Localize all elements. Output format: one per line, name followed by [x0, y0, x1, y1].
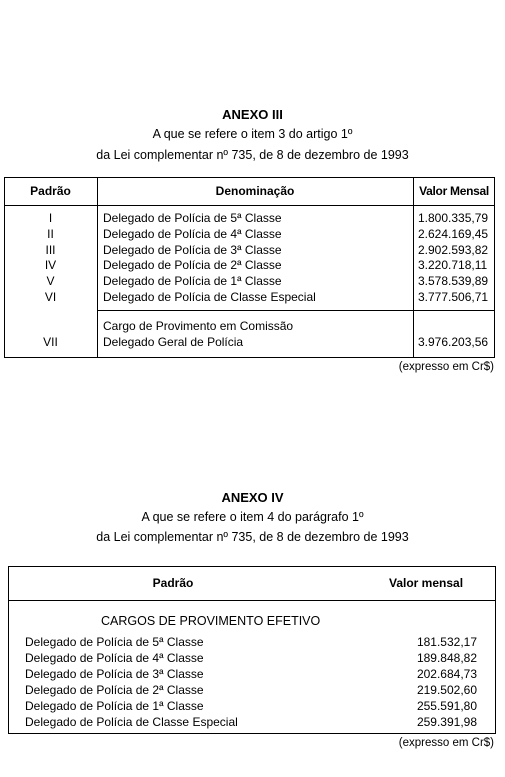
- annex3-commission-label: Cargo de Provimento em Comissão: [103, 319, 294, 333]
- annex4-subtitle-2: da Lei complementar nº 735, de 8 de dezembro de 1993: [96, 530, 409, 544]
- row-denominacao: Delegado de Polícia de 3ª Classe: [25, 667, 204, 681]
- annex4-title: ANEXO IV: [221, 490, 284, 505]
- annex3-subtitle-2: da Lei complementar nº 735, de 8 de dezembro de 1993: [96, 148, 409, 162]
- row-valor: 255.591,80: [416, 699, 477, 713]
- row-denominacao: Delegado de Polícia de Classe Especial: [25, 715, 238, 729]
- row-denominacao: Delegado Geral de Polícia: [103, 335, 244, 349]
- row-denominacao: Delegado de Polícia de Classe Especial: [103, 290, 316, 304]
- row-padrao: I: [48, 211, 53, 225]
- row-denominacao: Delegado de Polícia de 4ª Classe: [103, 227, 282, 241]
- annex3-header-denominacao: Denominação: [215, 184, 295, 198]
- annex4-currency-note: (expresso em Cr$): [398, 737, 494, 749]
- row-padrao: V: [46, 274, 55, 288]
- row-denominacao: Delegado de Polícia de 1ª Classe: [103, 274, 282, 288]
- row-denominacao: Delegado de Polícia de 3ª Classe: [103, 243, 282, 257]
- row-padrao: VI: [44, 290, 57, 304]
- row-valor: 219.502,60: [416, 683, 477, 697]
- row-padrao: III: [45, 243, 56, 257]
- row-valor: 3.220.718,11: [418, 258, 488, 272]
- row-valor: 202.684,73: [416, 667, 477, 681]
- row-valor: 2.902.593,82: [418, 243, 489, 257]
- row-valor: 2.624.169,45: [418, 227, 489, 241]
- row-denominacao: Delegado de Polícia de 1ª Classe: [25, 699, 204, 713]
- annex3-title: ANEXO III: [222, 107, 283, 122]
- annex4-header-padrao: Padrão: [152, 576, 194, 590]
- row-valor: 3.976.203,56: [418, 335, 489, 349]
- row-denominacao: Delegado de Polícia de 2ª Classe: [25, 683, 204, 697]
- row-denominacao: Delegado de Polícia de 5ª Classe: [103, 211, 282, 225]
- row-valor: 259.391,98: [416, 715, 477, 729]
- row-valor: 1.800.335,79: [418, 211, 489, 225]
- annex4-group-label: CARGOS DE PROVIMENTO EFETIVO: [101, 614, 321, 628]
- row-denominacao: Delegado de Polícia de 2ª Classe: [103, 258, 282, 272]
- annex3-header-valor: Valor Mensal: [419, 184, 489, 198]
- row-padrao: II: [47, 227, 54, 241]
- annex4-subtitle-1: A que se refere o item 4 do parágrafo 1º: [141, 510, 364, 524]
- row-denominacao: Delegado de Polícia de 4ª Classe: [25, 651, 204, 665]
- row-valor: 3.578.539,89: [418, 274, 489, 288]
- row-valor: 181.532,17: [416, 635, 477, 649]
- annex3-subtitle-1: A que se refere o item 3 do artigo 1º: [152, 127, 353, 141]
- annex4-header-valor: Valor mensal: [389, 576, 464, 590]
- annex3-currency-note: (expresso em Cr$): [398, 361, 494, 373]
- row-valor: 3.777.506,71: [418, 290, 489, 304]
- row-padrao: IV: [44, 258, 57, 272]
- row-padrao: VII: [43, 335, 58, 349]
- row-valor: 189.848,82: [416, 651, 477, 665]
- annex3-header-padrao: Padrão: [30, 184, 71, 198]
- row-denominacao: Delegado de Polícia de 5ª Classe: [25, 635, 204, 649]
